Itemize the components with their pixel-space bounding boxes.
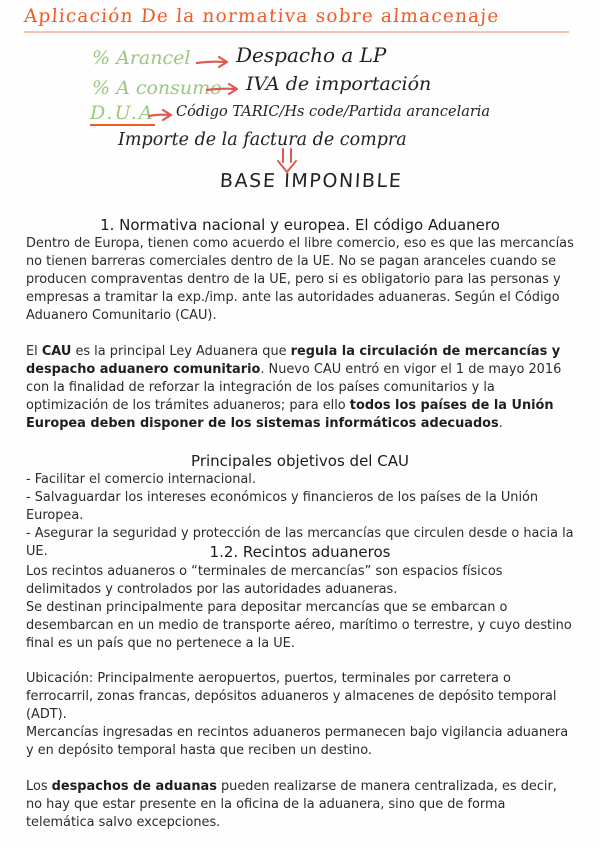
paragraph-text: Dentro de Europa, tienen como acuerdo el libre comercio, eso es que las mercancías no tienen barreras comerciales dentro de la UE. No se pagan aranceles cuando se producen compraventas dentro de la UE, pero si es obligatorio para las personas y empresas a tramitar la exp./imp. ante las autoridades aduaneras. Según el Código Aduanero Comunitario (CAU). <box>26 236 574 324</box>
arrow-right-icon <box>206 82 242 96</box>
bold-run: CAU <box>41 344 72 359</box>
paragraph-vigilancia <box>26 724 574 760</box>
section-heading-objetivos: Principales objetivos del CAU <box>191 452 409 470</box>
bold-run: todos los países de la Unión Europea deben disponer de los sistemas informáticos adecuados <box>26 398 554 432</box>
bold-run: despachos de aduanas <box>51 779 217 794</box>
paragraph-text: Los recintos aduaneros o “terminales de mercancías” son espacios físicos delimitados y controlados por las autoridades aduaneras. <box>26 564 503 598</box>
paragraph-ubicacion <box>26 670 574 724</box>
note-consumo: % A consumo <box>92 77 222 99</box>
text-run: Los <box>26 779 52 794</box>
paragraph-text <box>26 343 574 433</box>
note-despacho: Despacho a LP <box>236 43 387 67</box>
text-run: pueden realizarse de manera centralizada, es decir, no hay que estar presente en la oficina de la aduanera, sino que de forma telemática salvo excepciones. <box>26 779 557 831</box>
note-importe: Importe de la factura de compra <box>118 130 407 150</box>
note-dua: D.U.A <box>90 102 155 124</box>
bold-run: regula la circulación de mercancías y despacho aduanero comunitario <box>26 344 561 378</box>
text-run: . Nuevo CAU entró en vigor el 1 de mayo 2016 con la finalidad de reforzar la integración de los países comunitarios y la optimización de los trámites aduaneros; para ello <box>26 362 562 414</box>
note-taric: Código TARIC/Hs code/Partida arancelaria <box>176 104 491 120</box>
arrow-right-icon <box>196 55 232 69</box>
list-item: - Facilitar el comercio internacional. <box>26 472 256 487</box>
title-underline <box>24 31 569 33</box>
paragraph-despachos <box>26 778 574 832</box>
note-arancel: % Arancel <box>92 47 191 69</box>
paragraph-text: Ubicación: Principalmente aeropuertos, puertos, terminales por carretera o ferrocarril, zonas francas, depósitos aduaneros y almacenes de depósito temporal (ADT). <box>26 671 557 723</box>
list-item: - Asegurar la seguridad y protección de las mercancías que circulen desde o hacia la UE. <box>26 526 574 560</box>
paragraph-libre-comercio <box>26 235 574 325</box>
paragraph-recintos <box>26 563 574 653</box>
base-imponible: BASE IMPONIBLE <box>219 170 403 192</box>
text-run: es la principal Ley Aduanera que <box>71 344 291 359</box>
handwritten-title: Aplicación De la normativa sobre almacenaje <box>23 6 501 27</box>
text-run: El <box>26 344 42 359</box>
paragraph-cau <box>26 343 574 433</box>
paragraph-text: Mercancías ingresadas en recintos aduaneros permanecen bajo vigilancia aduanera y en depósito temporal hasta que reciben un destino. <box>26 725 569 759</box>
base-imponible-box <box>196 170 426 192</box>
section-heading-normativa: 1. Normativa nacional y europea. El código Aduanero <box>100 216 500 234</box>
section-heading-recintos: 1.2. Recintos aduaneros <box>209 543 391 561</box>
paragraph-text: Se destinan principalmente para depositar mercancías que se embarcan o desembarcan en un medio de transporte aéreo, marítimo o terrestre, y cuyo destino final es un país que no pertenece a la UE. <box>26 600 572 652</box>
paragraph-text <box>26 778 574 832</box>
list-item: - Salvaguardar los intereses económicos y financieros de los países de la Unión Europea. <box>26 490 539 524</box>
note-iva: IVA de importación <box>246 73 432 95</box>
arrow-right-icon <box>148 108 176 122</box>
text-run: . <box>498 416 503 432</box>
